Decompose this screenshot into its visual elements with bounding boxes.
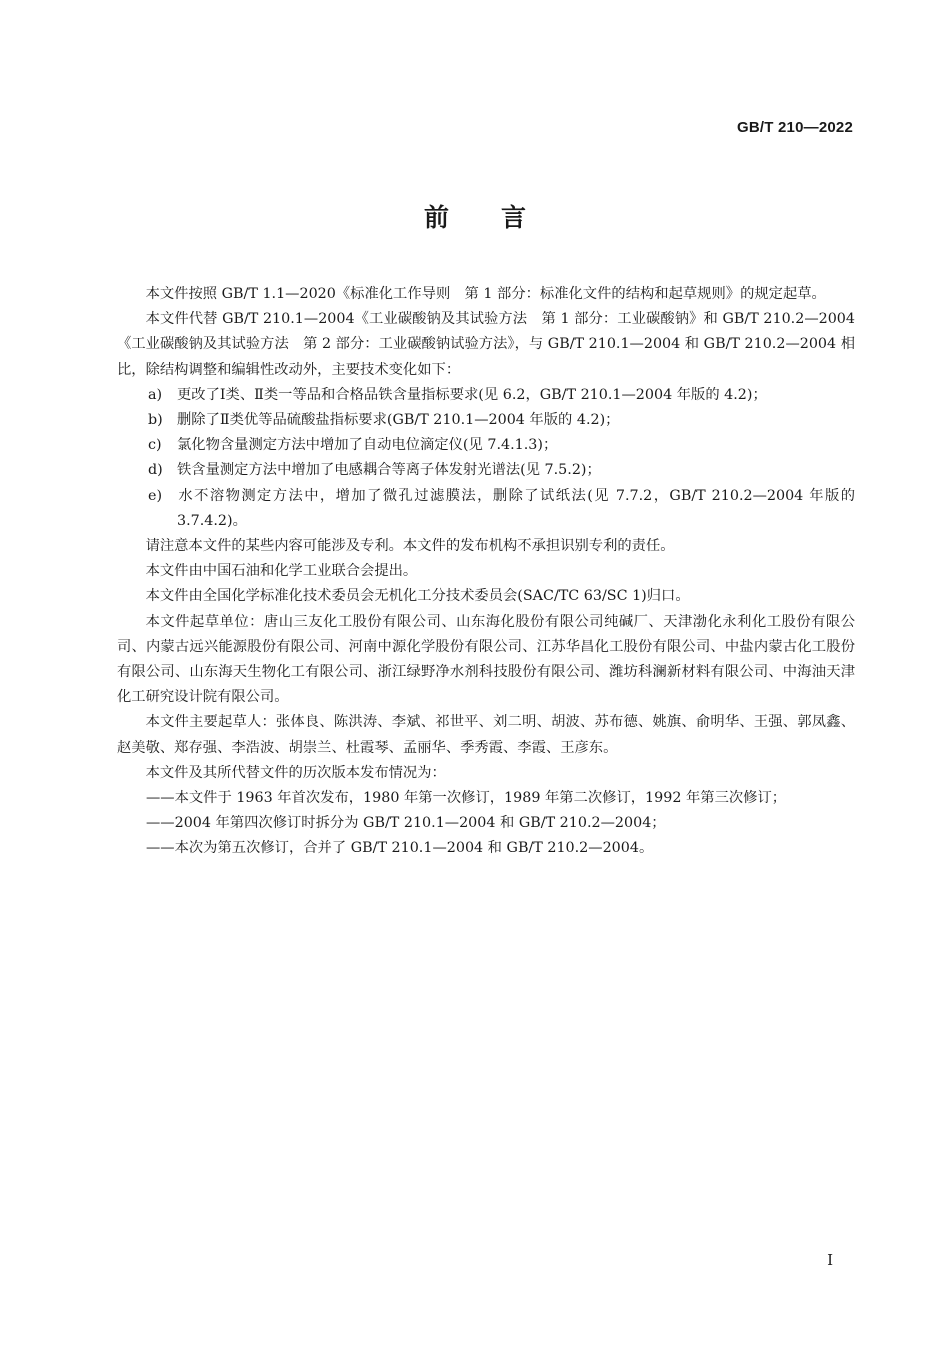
list-item-label: d)	[148, 462, 163, 479]
paragraph-history-intro: 本文件及其所代替文件的历次版本发布情况为：	[145, 764, 446, 781]
list-item-text: 氯化物含量测定方法中增加了自动电位滴定仪(见 7.4.1.3)；	[177, 437, 558, 454]
foreword-body	[117, 282, 855, 862]
list-item-label: a)	[148, 386, 163, 403]
history-line: ——本次为第五次修订，合并了 GB/T 210.1—2004 和 GB/T 210.2—2004。	[146, 840, 654, 857]
paragraph-drafters: 本文件主要起草人：张体良、陈洪涛、李斌、祁世平、刘二明、胡波、苏布德、姚旗、俞明华、王强、郭凤鑫、赵美敬、郑存强、李浩波、胡崇兰、杜霞琴、孟丽华、季秀霞、李霞、王彦东。	[117, 714, 855, 756]
list-item-label: b)	[148, 412, 163, 429]
page-number: I	[827, 1251, 833, 1269]
list-item-text: 更改了Ⅰ类、Ⅱ类一等品和合格品铁含量指标要求(见 6.2，GB/T 210.1—2004 年版的 4.2)；	[177, 386, 767, 403]
history-line: ——2004 年第四次修订时拆分为 GB/T 210.1—2004 和 GB/T 210.2—2004；	[146, 815, 666, 832]
list-item-label: e)	[148, 487, 163, 504]
paragraph-replacement: 本文件代替 GB/T 210.1—2004《工业碳酸钠及其试验方法 第 1 部分：工业碳酸钠》和 GB/T 210.2—2004《工业碳酸钠及其试验方法 第 2 部分：工业碳酸钠试验方法》，与 GB/T 210.1—2004 和 GB/T 210.2—2004 相比，除结构调整和编辑性改动外，主要技术变化如下：	[117, 311, 855, 378]
list-item-text: 铁含量测定方法中增加了电感耦合等离子体发射光谱法(见 7.5.2)；	[177, 462, 601, 479]
standard-code: GB/T 210—2022	[737, 119, 853, 136]
paragraph-patent-notice: 请注意本文件的某些内容可能涉及专利。本文件的发布机构不承担识别专利的责任。	[145, 538, 675, 555]
history-line: ——本文件于 1963 年首次发布，1980 年第一次修订，1989 年第二次修订，1992 年第三次修订；	[146, 790, 787, 807]
page-title	[0, 198, 950, 234]
list-item-text: 水不溶物测定方法中，增加了微孔过滤膜法，删除了试纸法(见 7.7.2，GB/T 210.2—2004 年版的 3.7.4.2)。	[177, 487, 855, 529]
list-item	[117, 433, 855, 458]
list-item	[117, 458, 855, 483]
paragraph-drafting-rules: 本文件按照 GB/T 1.1—2020《标准化工作导则 第 1 部分：标准化文件的结构和起草规则》的规定起草。	[145, 286, 826, 302]
paragraph-proposer: 本文件由中国石油和化学工业联合会提出。	[145, 563, 418, 580]
list-item-text: 删除了Ⅱ类优等品硫酸盐指标要求(GB/T 210.1—2004 年版的 4.2)；	[177, 412, 620, 429]
list-item-label: c)	[148, 437, 162, 454]
list-item	[117, 408, 855, 433]
title-char-1: 前	[423, 203, 449, 232]
list-item	[117, 484, 855, 534]
paragraph-technical-committee: 本文件由全国化学标准化技术委员会无机化工分技术委员会(SAC/TC 63/SC 1)归口。	[145, 588, 690, 605]
list-item	[117, 383, 855, 408]
paragraph-drafting-units: 本文件起草单位：唐山三友化工股份有限公司、山东海化股份有限公司纯碱厂、天津渤化永利化工股份有限公司、内蒙古远兴能源股份有限公司、河南中源化学股份有限公司、江苏华昌化工股份有限公司、中盐内蒙古化工股份有限公司、山东海天生物化工有限公司、浙江绿野净水剂科技股份有限公司、潍坊科澜新材料有限公司、中海油天津化工研究设计院有限公司。	[117, 613, 855, 706]
title-char-2: 言	[501, 203, 527, 232]
